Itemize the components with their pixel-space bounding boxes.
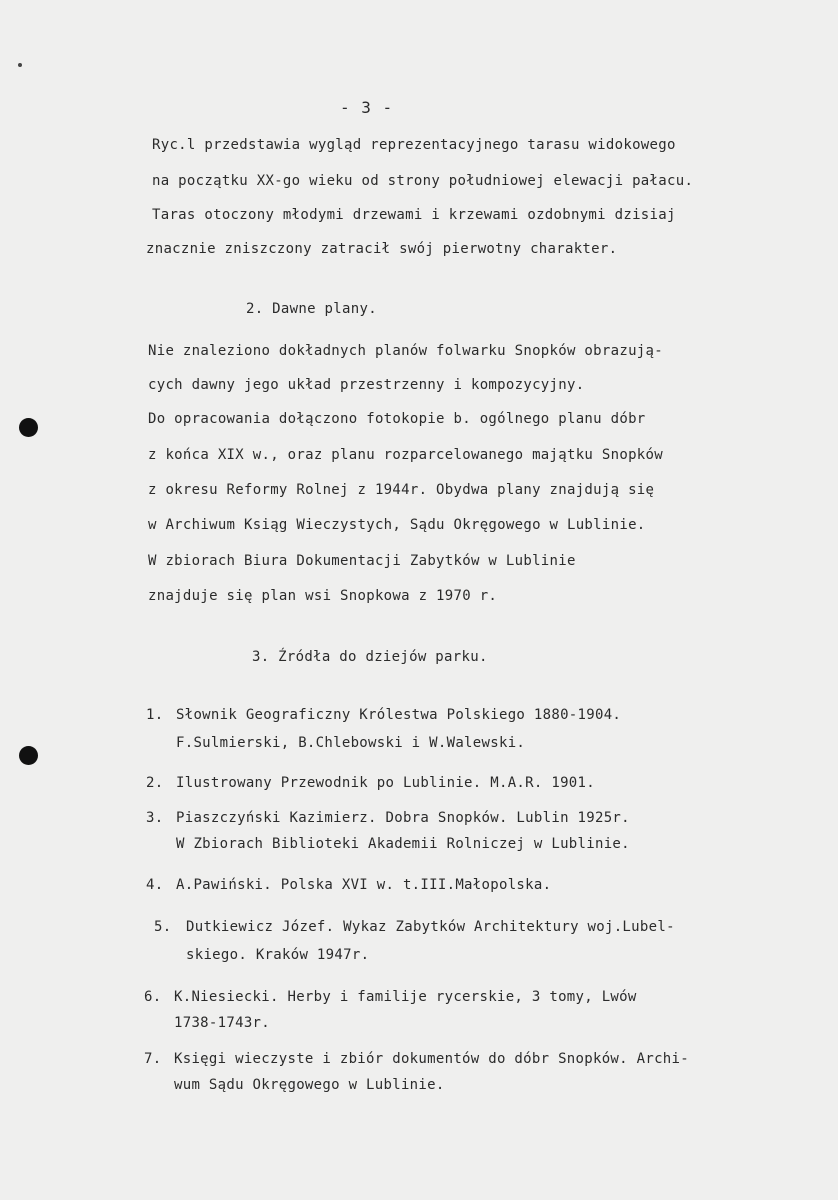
section-2-line: Do opracowania dołączono fotokopie b. ogólnego planu dóbr [148,411,646,427]
intro-line: Taras otoczony młodymi drzewami i krzewami ozdobnymi dzisiaj [152,207,676,223]
source-line: 1738-1743r. [174,1015,271,1031]
section-2-line: cych dawny jego układ przestrzenny i kompozycyjny. [148,377,585,393]
source-number: 4. [146,877,164,893]
paper-speck [18,63,22,67]
source-line: K.Niesiecki. Herby i familije rycerskie, 3 tomy, Lwów [174,989,637,1005]
section-2-heading: 2. Dawne plany. [246,301,377,317]
section-2-line: Nie znaleziono dokładnych planów folwarku Snopków obrazują- [148,343,663,359]
source-number: 1. [146,707,164,723]
section-3-heading: 3. Źródła do dziejów parku. [252,649,488,665]
source-line: A.Pawiński. Polska XVI w. t.III.Małopolska. [176,877,552,893]
source-line: Słownik Geograficzny Królestwa Polskiego 1880-1904. [176,707,622,723]
source-line: W Zbiorach Biblioteki Akademii Rolniczej w Lublinie. [176,836,630,852]
source-line: Piaszczyński Kazimierz. Dobra Snopków. Lublin 1925r. [176,810,630,826]
source-line: Dutkiewicz Józef. Wykaz Zabytków Architektury woj.Lubel- [186,919,675,935]
punch-hole-lower [19,746,38,765]
page-number: - 3 - [340,98,394,117]
intro-line: znacznie zniszczony zatracił swój pierwotny charakter. [146,241,618,257]
source-number: 5. [154,919,172,935]
intro-line: Ryc.l przedstawia wygląd reprezentacyjnego tarasu widokowego [152,137,676,153]
source-line: skiego. Kraków 1947r. [186,947,370,963]
punch-hole-upper [19,418,38,437]
source-number: 3. [146,810,164,826]
section-2-line: z okresu Reformy Rolnej z 1944r. Obydwa plany znajdują się [148,482,655,498]
section-2-line: W zbiorach Biura Dokumentacji Zabytków w Lublinie [148,553,576,569]
source-line: Ilustrowany Przewodnik po Lublinie. M.A.R. 1901. [176,775,595,791]
source-line: wum Sądu Okręgowego w Lublinie. [174,1077,445,1093]
section-2-line: znajduje się plan wsi Snopkowa z 1970 r. [148,588,498,604]
source-number: 6. [144,989,162,1005]
intro-line: na początku XX-go wieku od strony południowej elewacji pałacu. [152,173,694,189]
source-number: 7. [144,1051,162,1067]
source-line: F.Sulmierski, B.Chlebowski i W.Walewski. [176,735,526,751]
section-2-line: w Archiwum Ksiąg Wieczystych, Sądu Okręgowego w Lublinie. [148,517,646,533]
section-2-line: z końca XIX w., oraz planu rozparcelowanego majątku Snopków [148,447,663,463]
source-number: 2. [146,775,164,791]
source-line: Księgi wieczyste i zbiór dokumentów do dóbr Snopków. Archi- [174,1051,689,1067]
